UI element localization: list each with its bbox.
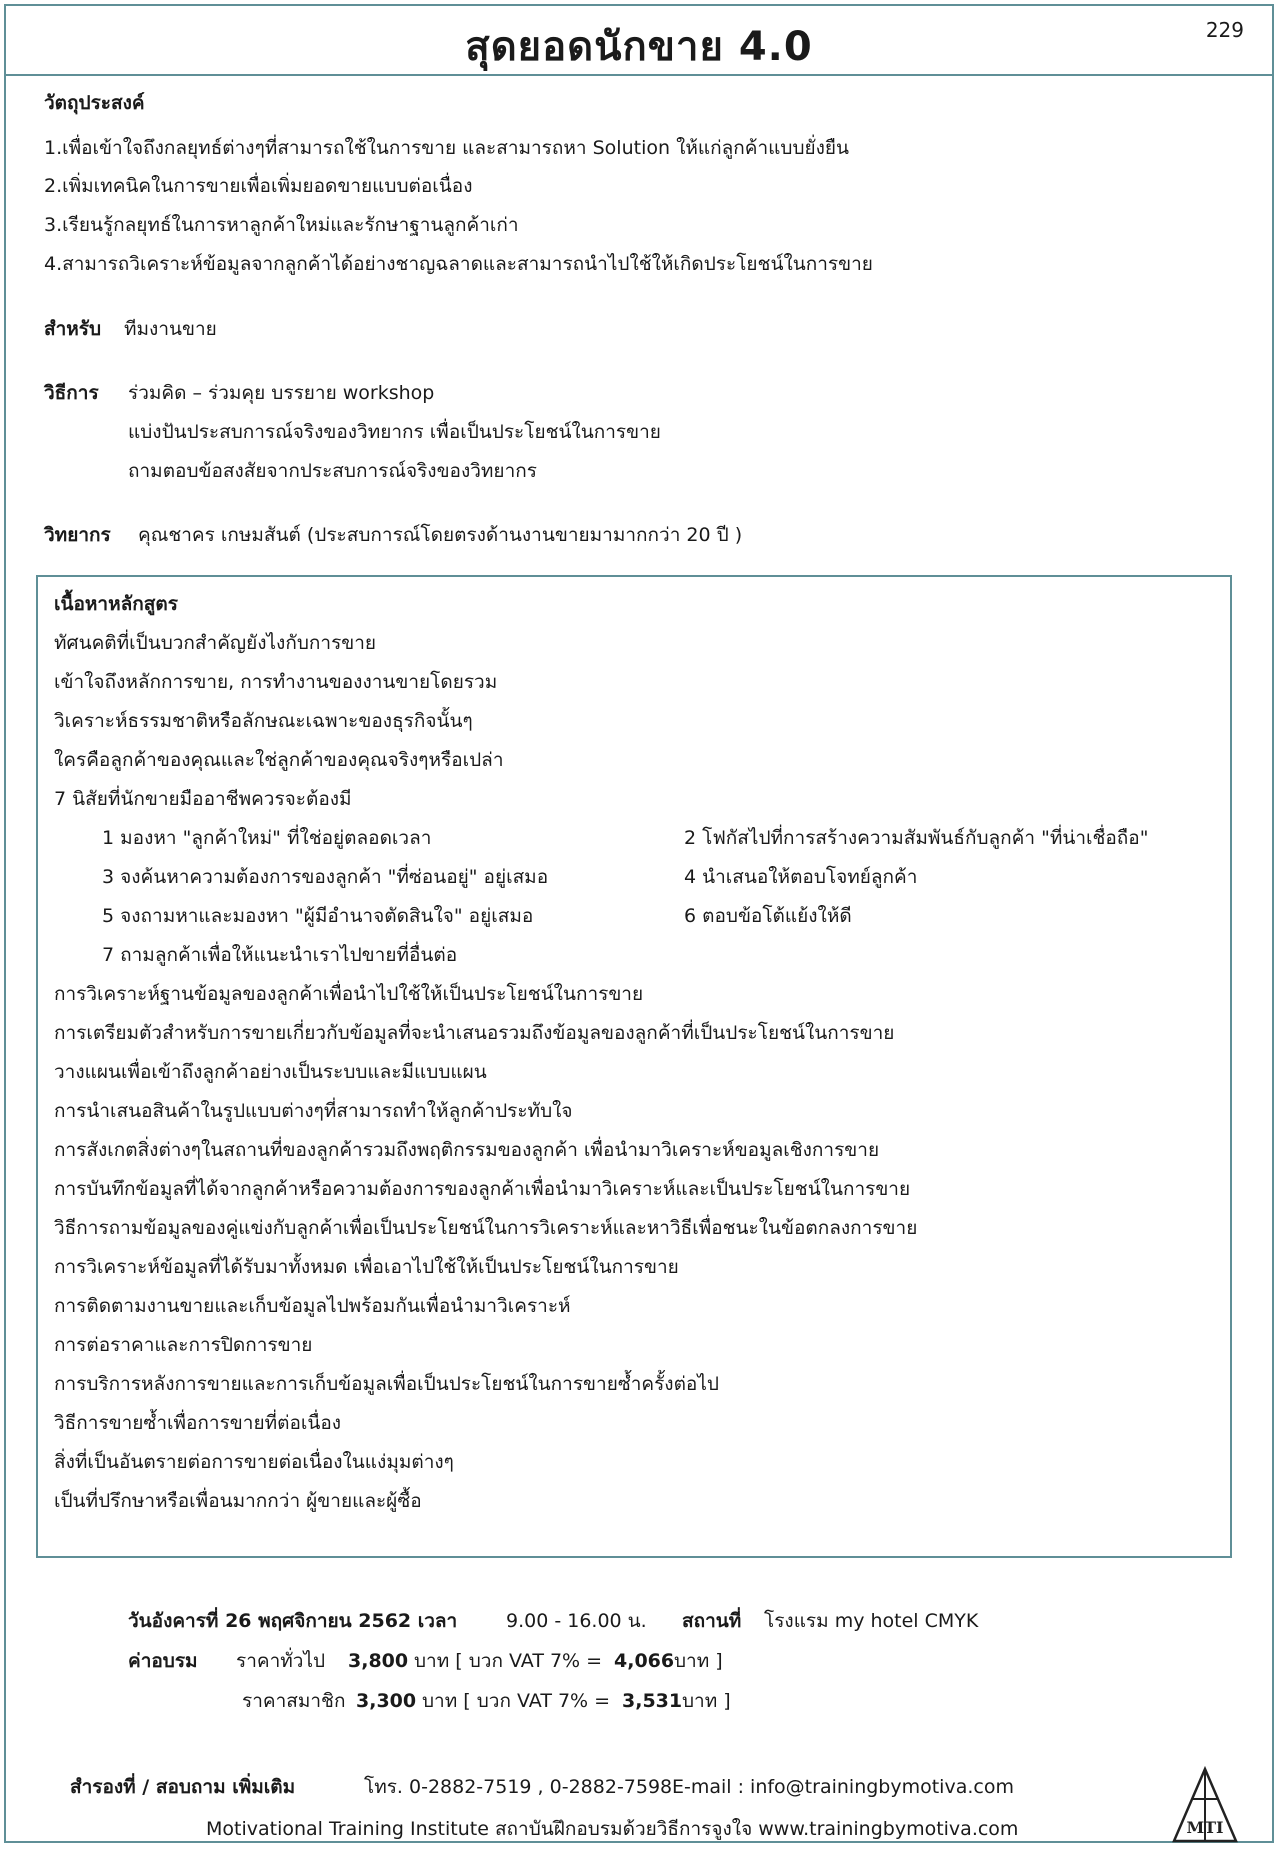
method-line: ร่วมคิด – ร่วมคุย บรรยาย workshop bbox=[128, 382, 435, 404]
content-topic: การบริการหลังการขายและการเก็บข้อมูลเพื่อเป็นประโยชน์ในการขายซ้ำครั้งต่อไป bbox=[54, 1373, 719, 1395]
page-title: สุดยอดนักขาย 4.0 bbox=[465, 24, 813, 70]
header bbox=[4, 4, 1274, 76]
member-baht-close: บาท ] bbox=[682, 1690, 731, 1712]
habit-item: 1 มองหา "ลูกค้าใหม่" ที่ใช่อยู่ตลอดเวลา bbox=[102, 827, 432, 849]
general-price: 3,800 bbox=[348, 1650, 409, 1672]
content-topic: การสังเกตสิ่งต่างๆในสถานที่ของลูกค้ารวมถึงพฤติกรรมของลูกค้า เพื่อนำมาวิเคราะห์ขอมูลเชิงการขาย bbox=[54, 1139, 880, 1161]
date-label: วันอังคารที่ 26 พฤศจิกายน 2562 เวลา bbox=[128, 1610, 458, 1632]
speaker-label: วิทยากร bbox=[44, 524, 111, 546]
content-topic: การวิเคราะห์ข้อมูลที่ได้รับมาทั้งหมด เพื่อเอาไปใช้ให้เป็นประโยชน์ในการขาย bbox=[54, 1256, 679, 1278]
habit-item: 4 นำเสนอให้ตอบโจทย์ลูกค้า bbox=[684, 866, 918, 888]
objective-item: 2.เพิ่มเทคนิคในการขายเพื่อเพิ่มยอดขายแบบต่อเนื่อง bbox=[44, 175, 473, 197]
content-topic: สิ่งที่เป็นอันตรายต่อการขายต่อเนื่องในแง่มุมต่างๆ bbox=[54, 1451, 454, 1473]
objectives-heading: วัตถุประสงค์ bbox=[44, 92, 145, 114]
logo-text: MTI bbox=[1186, 1818, 1224, 1837]
habit-item: 5 จงถามหาและมองหา "ผู้มีอำนาจตัดสินใจ" อยู่เสมอ bbox=[102, 905, 534, 927]
content-topic: วิเคราะห์ธรรมชาติหรือลักษณะเฉพาะของธุรกิจนั้นๆ bbox=[54, 710, 473, 732]
content-topic: วิธีการถามข้อมูลของคู่แข่งกับลูกค้าเพื่อเป็นประโยชน์ในการวิเคราะห์และหาวิธีเพื่อชนะในข้อตกลงการขาย bbox=[54, 1217, 918, 1239]
content-heading: เนื้อหาหลักสูตร bbox=[54, 593, 178, 615]
content-topic: วิธีการขายซ้ำเพื่อการขายที่ต่อเนื่อง bbox=[54, 1412, 342, 1434]
fee-label: ค่าอบรม bbox=[128, 1650, 198, 1672]
habit-item: 2 โฟกัสไปที่การสร้างความสัมพันธ์กับลูกค้า "ที่น่าเชื่อถือ" bbox=[684, 827, 1149, 849]
member-vat-text: บาท [ บวก VAT 7% = bbox=[422, 1690, 611, 1712]
content-topic: การบันทึกข้อมูลที่ได้จากลูกค้าหรือความต้องการของลูกค้าเพื่อนำมาวิเคราะห์และเป็นประโยชน์ในการขาย bbox=[54, 1178, 911, 1200]
general-baht-close: บาท ] bbox=[674, 1650, 723, 1672]
objective-item: 4.สามารถวิเคราะห์ข้อมูลจากลูกค้าได้อย่างชาญฉลาดและสามารถนำไปใช้ให้เกิดประโยชน์ในการขาย bbox=[44, 253, 873, 275]
course-content-box bbox=[36, 575, 1232, 1558]
member-total: 3,531 bbox=[622, 1690, 683, 1712]
content-topic: การเตรียมตัวสำหรับการขายเกี่ยวกับข้อมูลที่จะนำเสนอรวมถึงข้อมูลของลูกค้าที่เป็นประโยชน์ในการขาย bbox=[54, 1022, 895, 1044]
institute-line: Motivational Training Institute สถาบันฝึกอบรมด้วยวิธีการจูงใจ www.trainingbymotiva.com bbox=[206, 1818, 1019, 1840]
content-topic: การต่อราคาและการปิดการขาย bbox=[54, 1334, 313, 1356]
venue-label: สถานที่ bbox=[682, 1610, 742, 1632]
content-topic: การวิเคราะห์ฐานข้อมูลของลูกค้าเพื่อนำไปใช้ให้เป็นประโยชน์ในการขาย bbox=[54, 983, 644, 1005]
general-total: 4,066 bbox=[614, 1650, 675, 1672]
general-price-label: ราคาทั่วไป bbox=[236, 1650, 326, 1672]
member-price-label: ราคาสมาชิก bbox=[242, 1690, 346, 1712]
content-topic: การติดตามงานขายและเก็บข้อมูลไปพร้อมกันเพื่อนำมาวิเคราะห์ bbox=[54, 1295, 571, 1317]
objective-item: 3.เรียนรู้กลยุทธ์ในการหาลูกค้าใหม่และรักษาฐานลูกค้าเก่า bbox=[44, 214, 519, 236]
content-topic: วางแผนเพื่อเข้าถึงลูกค้าอย่างเป็นระบบและมีแบบแผน bbox=[54, 1061, 487, 1083]
page-number: 229 bbox=[1205, 18, 1244, 42]
habit-item: 7 ถามลูกค้าเพื่อให้แนะนำเราไปขายที่อื่นต่อ bbox=[102, 944, 458, 966]
content-topic: การนำเสนอสินค้าในรูปแบบต่างๆที่สามารถทำให้ลูกค้าประทับใจ bbox=[54, 1100, 573, 1122]
audience-label: สำหรับ bbox=[44, 318, 102, 340]
institute-logo bbox=[1170, 1765, 1240, 1845]
method-line: แบ่งปันประสบการณ์จริงของวิทยากร เพื่อเป็นประโยชน์ในการขาย bbox=[128, 421, 661, 443]
content-topic: เข้าใจถึงหลักการขาย, การทำงานของงานขายโดยรวม bbox=[54, 671, 498, 693]
habit-item: 3 จงค้นหาความต้องการของลูกค้า "ที่ซ่อนอยู่" อยู่เสมอ bbox=[102, 866, 549, 888]
email-link[interactable]: E-mail : info@trainingbymotiva.com bbox=[672, 1776, 1014, 1798]
speaker-value: คุณชาคร เกษมสันต์ (ประสบการณ์โดยตรงด้านงานขายมามากกว่า 20 ปี ) bbox=[138, 524, 743, 546]
habit-item: 6 ตอบข้อโต้แย้งให้ดี bbox=[684, 905, 852, 927]
phone-value: โทร. 0-2882-7519 , 0-2882-7598 bbox=[364, 1776, 673, 1798]
content-topic: ใครคือลูกค้าของคุณและใช่ลูกค้าของคุณจริงๆหรือเปล่า bbox=[54, 749, 504, 771]
objective-item: 1.เพื่อเข้าใจถึงกลยุทธ์ต่างๆที่สามารถใช้ในการขาย และสามารถหา Solution ให้แก่ลูกค้าแบบยั่งยืน bbox=[44, 137, 850, 159]
reserve-label: สำรองที่ / สอบถาม เพิ่มเติม bbox=[70, 1776, 296, 1798]
method-line: ถามตอบข้อสงสัยจากประสบการณ์จริงของวิทยากร bbox=[128, 460, 537, 482]
method-label: วิธีการ bbox=[44, 382, 99, 404]
member-price: 3,300 bbox=[356, 1690, 417, 1712]
general-vat-text: บาท [ บวก VAT 7% = bbox=[414, 1650, 603, 1672]
venue-value: โรงแรม my hotel CMYK bbox=[764, 1610, 979, 1632]
content-topic: 7 นิสัยที่นักขายมืออาชีพควรจะต้องมี bbox=[54, 788, 352, 810]
content-topic: เป็นที่ปรึกษาหรือเพื่อนมากกว่า ผู้ขายและผู้ซื้อ bbox=[54, 1490, 422, 1512]
audience-value: ทีมงานขาย bbox=[124, 318, 217, 340]
content-topic: ทัศนคติที่เป็นบวกสำคัญยังไงกับการขาย bbox=[54, 632, 377, 654]
time-value: 9.00 - 16.00 น. bbox=[506, 1610, 647, 1632]
